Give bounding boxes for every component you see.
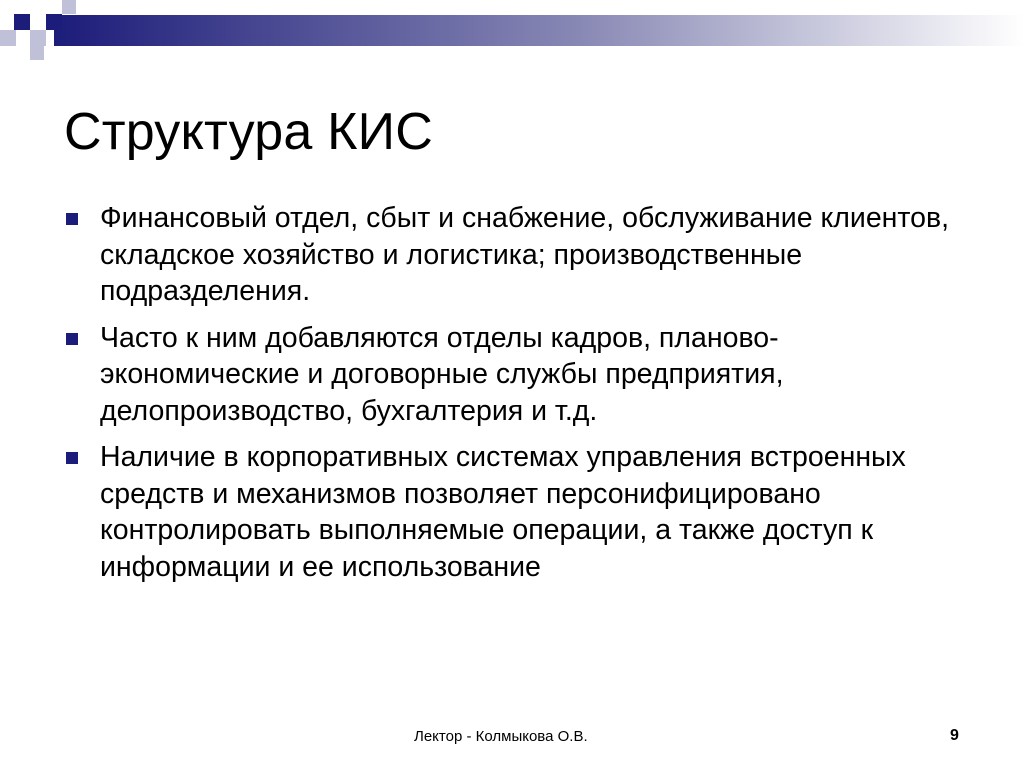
bullet-text: Наличие в корпоративных системах управления встроенных средств и механизмов позволяет персонифицировано контролировать выполняемые операции, а также доступ к информации и ее использование [100, 441, 906, 583]
bullet-item [64, 320, 964, 430]
square-bullet-icon [66, 213, 78, 225]
page-number: 9 [950, 727, 959, 744]
decor-square-light-mid [30, 30, 46, 46]
footer-lecturer: Лектор - Колмыкова О.В. [414, 728, 588, 745]
decor-square-dark-top [14, 14, 30, 30]
bullet-list [64, 200, 964, 595]
header-gradient-bar [54, 15, 1024, 46]
square-bullet-icon [66, 452, 78, 464]
decor-square-dark-mid [46, 14, 62, 30]
decor-square-light-left [0, 30, 16, 46]
bullet-text: Финансовый отдел, сбыт и снабжение, обслуживание клиентов, складское хозяйство и логистика; производственные подразделения. [100, 202, 950, 307]
slide-footer [0, 726, 1024, 750]
bullet-text: Часто к ним добавляются отделы кадров, планово-экономические и договорные службы предприятия, делопроизводство, бухгалтерия и т.д. [100, 321, 784, 427]
square-bullet-icon [66, 333, 78, 345]
header-decoration [0, 0, 1024, 64]
bullet-item [64, 439, 964, 585]
decor-square-light-bottom [30, 46, 44, 60]
slide-title: Структура КИС [64, 103, 433, 161]
bullet-item [64, 200, 964, 310]
decor-square-light-top [62, 0, 76, 14]
